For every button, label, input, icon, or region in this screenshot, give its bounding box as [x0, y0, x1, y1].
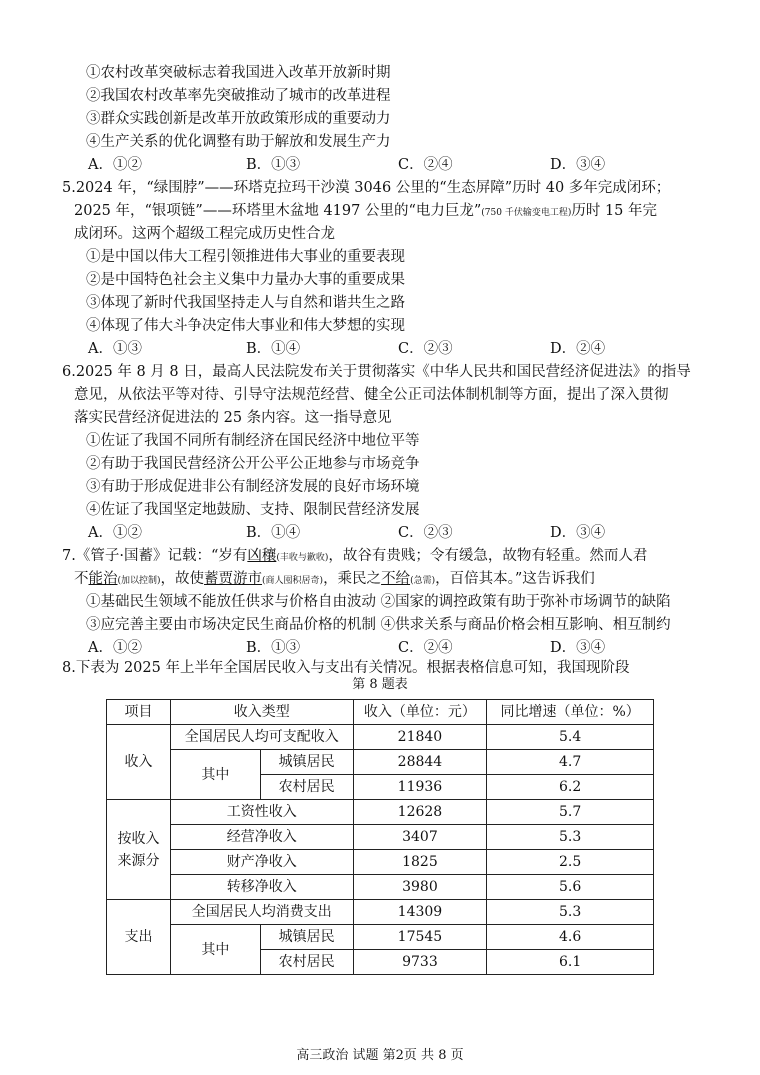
- row-value: 28844: [353, 750, 487, 775]
- q6-choice-b: B．①④: [246, 525, 301, 541]
- header-income: 收入（单位：元）: [353, 700, 487, 725]
- table-row: [107, 800, 654, 825]
- sub-label: 其中: [170, 750, 260, 800]
- row-growth: 5.4: [487, 725, 654, 750]
- q6-stem-line-3: 落实民营经济促进法的 25 条内容。这一指导意见: [74, 410, 392, 426]
- q6-option-4: ④佐证了我国坚定地鼓励、支持、限制民营经济发展: [86, 502, 420, 518]
- row-label: 城镇居民: [260, 925, 353, 950]
- row-value: 21840: [353, 725, 487, 750]
- q5-stem-line-3: 成闭环。这两个超级工程完成历史性合龙: [74, 226, 335, 242]
- table-row: [107, 825, 654, 850]
- q4-choice-a: A．①②: [88, 157, 142, 173]
- q7-option-2: ②国家的调控政策有助于弥补市场调节的缺陷: [380, 594, 671, 610]
- row-growth: 4.6: [487, 925, 654, 950]
- q4-option-2: ②我国农村改革率先突破推动了城市的改革进程: [86, 88, 391, 104]
- q6-choice-c: C．②③: [398, 525, 453, 541]
- q7-options-row-1: [86, 592, 671, 612]
- table-row: [107, 925, 654, 950]
- header-item: 项目: [107, 700, 171, 725]
- q7-option-1: ①基础民生领域不能放任供求与价格自由波动: [86, 594, 376, 610]
- row-label: 农村居民: [260, 775, 353, 800]
- q6-option-3: ③有助于形成促进非公有制经济发展的良好市场环境: [86, 479, 420, 495]
- row-growth: 5.6: [487, 875, 654, 900]
- row-label: 工资性收入: [170, 800, 353, 825]
- q8-stem: 8.下表为 2025 年上半年全国居民收入与支出有关情况。根据表格信息可知，我国现阶段: [62, 660, 630, 676]
- q5-option-3: ③体现了新时代我国坚持走人与自然和谐共生之路: [86, 295, 405, 311]
- row-value: 14309: [353, 900, 487, 925]
- row-value: 17545: [353, 925, 487, 950]
- table-header-row: [107, 700, 654, 725]
- q7-options-row-2: [86, 615, 671, 635]
- q7-choice-b: B．①③: [246, 640, 301, 656]
- q4-option-1: ①农村改革突破标志着我国进入改革开放新时期: [86, 65, 391, 81]
- row-value: 12628: [353, 800, 487, 825]
- q7-stem-line-2: 不能治(加以控制)，故使蓄贾游市(商人囤积居奇)，乘民之不给(急需)，百倍其本。”这告诉我们: [74, 571, 595, 587]
- q5-choice-a: A．①③: [88, 341, 142, 357]
- table-row: [107, 850, 654, 875]
- row-growth: 5.3: [487, 825, 654, 850]
- q7-option-3: ③应完善主要由市场决定民生商品价格的机制: [86, 617, 376, 633]
- q6-option-2: ②有助于我国民营经济公开公平公正地参与市场竞争: [86, 456, 420, 472]
- q6-choice-d: D．③④: [550, 525, 606, 541]
- row-value: 9733: [353, 950, 487, 975]
- q4-choice-c: C．②④: [398, 157, 453, 173]
- table-row: [107, 750, 654, 775]
- q5-stem-line-1: 5.2024 年，“绿围脖”——环塔克拉玛干沙漠 3046 公里的“生态屏障”历时 40 多年完成闭环；: [62, 180, 671, 196]
- table-row: [107, 875, 654, 900]
- row-growth: 2.5: [487, 850, 654, 875]
- q5-option-4: ④体现了伟大斗争决定伟大事业和伟大梦想的实现: [86, 318, 405, 334]
- row-label: 转移净收入: [170, 875, 353, 900]
- row-label: 全国居民人均消费支出: [170, 900, 353, 925]
- q6-option-1: ①佐证了我国不同所有制经济在国民经济中地位平等: [86, 433, 420, 449]
- q6-stem-line-2: 意见，从依法平等对待、引导守法规范经营、健全公正司法体制机制等方面，提出了深入贯彻: [74, 387, 669, 403]
- group-income: 收入: [107, 725, 171, 800]
- sub-label: 其中: [170, 925, 260, 975]
- q4-choice-b: B．①③: [246, 157, 301, 173]
- group-spend: 支出: [107, 900, 171, 975]
- row-value: 3980: [353, 875, 487, 900]
- row-growth: 6.2: [487, 775, 654, 800]
- group-source: 按收入来源分: [107, 800, 171, 900]
- row-growth: 4.7: [487, 750, 654, 775]
- table-row: [107, 725, 654, 750]
- row-value: 1825: [353, 850, 487, 875]
- q4-option-4: ④生产关系的优化调整有助于解放和发展生产力: [86, 134, 391, 150]
- table-caption: 第 8 题表: [352, 677, 408, 692]
- q5-choice-c: C．②③: [398, 341, 453, 357]
- row-label: 农村居民: [260, 950, 353, 975]
- q5-choice-b: B．①④: [246, 341, 301, 357]
- row-growth: 6.1: [487, 950, 654, 975]
- q6-stem-line-1: 6.2025 年 8 月 8 日，最高人民法院发布关于贯彻落实《中华人民共和国民营经济促进法》的指导: [62, 364, 691, 380]
- row-label: 经营净收入: [170, 825, 353, 850]
- row-label: 财产净收入: [170, 850, 353, 875]
- q7-stem-line-1: 7.《管子·国蓄》记载：“岁有凶穰(丰收与歉收)，故谷有贵贱；令有缓急，故物有轻重。然而人君: [62, 548, 648, 564]
- q6-choice-a: A．①②: [88, 525, 142, 541]
- row-value: 11936: [353, 775, 487, 800]
- header-type: 收入类型: [170, 700, 353, 725]
- q4-option-3: ③群众实践创新是改革开放政策形成的重要动力: [86, 111, 391, 127]
- row-label: 城镇居民: [260, 750, 353, 775]
- table-row: [107, 900, 654, 925]
- q7-choice-a: A．①②: [88, 640, 142, 656]
- q7-choice-c: C．②④: [398, 640, 453, 656]
- header-growth: 同比增速（单位：%）: [487, 700, 654, 725]
- q5-stem-line-2: 2025 年，“银项链”——环塔里木盆地 4197 公里的“电力巨龙”(750 千伏输变电工程)历时 15 年完: [74, 203, 658, 219]
- income-table: [106, 699, 654, 975]
- q5-option-2: ②是中国特色社会主义集中力量办大事的重要成果: [86, 272, 405, 288]
- q7-choice-d: D．③④: [550, 640, 606, 656]
- q4-choice-d: D．③④: [550, 157, 606, 173]
- q5-option-1: ①是中国以伟大工程引领推进伟大事业的重要表现: [86, 249, 405, 265]
- row-value: 3407: [353, 825, 487, 850]
- q7-option-4: ④供求关系与商品价格会相互影响、相互制约: [380, 617, 671, 633]
- row-label: 全国居民人均可支配收入: [170, 725, 353, 750]
- row-growth: 5.3: [487, 900, 654, 925]
- q5-choice-d: D．②④: [550, 341, 606, 357]
- page-footer: 高三政治 试题 第2页 共 8 页: [296, 1048, 464, 1063]
- row-growth: 5.7: [487, 800, 654, 825]
